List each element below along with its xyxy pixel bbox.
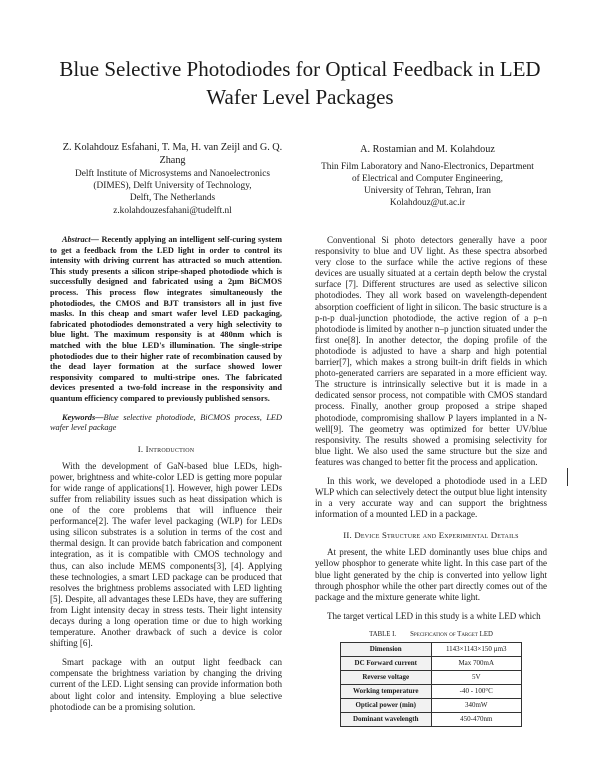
affiliation-line: Thin Film Laboratory and Nano-Electronics, Department — [321, 161, 534, 172]
abstract — [50, 235, 282, 405]
table-caption — [315, 630, 547, 639]
table-key-cell: Optical power (min) — [341, 698, 432, 712]
table-key-cell: Dimension — [341, 642, 432, 656]
keywords — [50, 413, 282, 434]
paper-title: Blue Selective Photodiodes for Optical Feedback in LED Wafer Level Packages — [59, 57, 541, 109]
text-cursor-mark — [567, 468, 568, 486]
spec-table — [340, 642, 522, 727]
table-row — [341, 684, 522, 698]
table-value-cell: 5V — [431, 670, 522, 684]
table-key-cell: Reverse voltage — [341, 670, 432, 684]
table-value-cell: -40 - 100°C — [431, 684, 522, 698]
table-key-cell: DC Forward current — [341, 656, 432, 670]
table-row — [341, 656, 522, 670]
abstract-lead: Abstract— — [62, 235, 99, 244]
author-email-left[interactable]: z.kolahdouzesfahani@tudelft.nl — [113, 205, 232, 216]
affiliation-line: Delft, The Netherlands — [129, 193, 216, 204]
table-number: TABLE I. — [369, 630, 397, 638]
affiliation-left — [50, 142, 295, 217]
left-column — [50, 235, 282, 713]
body-paragraph: At present, the white LED dominantly uses blue chips and yellow phosphor to generate white light. In this case part of the blue light generated by the chip is converted into yellow light through phosphor while the other part directly comes out of the package and the mixture generate white light. — [315, 547, 547, 602]
author-names-left: Z. Kolahdouz Esfahani, T. Ma, H. van Zeijl and G. Q. Zhang — [62, 142, 283, 166]
author-names-right: A. Rostamian and M. Kolahdouz — [360, 144, 495, 155]
table-row — [341, 670, 522, 684]
affiliation-line: (DIMES), Delft University of Technology, — [93, 181, 252, 192]
table-row — [341, 642, 522, 656]
table-value-cell: 1143×1143×150 µm3 — [431, 642, 522, 656]
table-row — [341, 698, 522, 712]
author-block — [50, 142, 550, 222]
table-key-cell: Dominant wavelength — [341, 712, 432, 726]
keywords-text: Blue selective photodiode, BiCMOS process, LED wafer level package — [50, 412, 282, 433]
right-column — [315, 235, 547, 727]
body-paragraph: Conventional Si photo detectors generally have a poor responsivity to blue and UV light. As these spectra absorbed very close to the surface while the active regions of these devices are usually situated at a certain depth below the crystal surface [7]. Different structures are used as selective silicon photodiodes. They all work based on wavelength-dependent absorption coefficient of light in silicon. The basic structure is a p-n-p dual-junction photodiode, the active region of a p–n photodiode is limited by another n–p junction situated under the first one[8]. In another detector, the doping profile of the photodiode is adjusted to have a sharp and high potential barrier[7], which makes a strong built-in drift fields in which photo-generated carriers are separated in a more efficient way. The structure is intrinsically selective but it is made in a dedicated sensor process, not compatible with CMOS standard process. Finally, another group proposed a stripe shaped photodiode, compromising shallow P layers implanted in a N-well[9]. The geometry was optimized for better UV/blue responsivity. The results showed a promising selectivity for blue light. We also used the same structure but the size and features was changed to better fit the process and application. — [315, 235, 547, 467]
section-heading-introduction: I. Introduction — [137, 443, 195, 454]
affiliation-right — [305, 142, 550, 209]
table-value-cell: 450-470nm — [431, 712, 522, 726]
table-value-cell: Max 700mA — [431, 656, 522, 670]
table-row — [341, 712, 522, 726]
body-paragraph: Smart package with an output light feedback can compensate the brightness variation by changing the driving current of the LED. Light sensing can provide information both about light color and intensity. Employing a blue selective photodiode can be a promising solution. — [50, 657, 282, 712]
keywords-lead: Keywords— — [62, 412, 104, 422]
body-paragraph: The target vertical LED in this study is a white LED which — [327, 610, 541, 621]
table-key-cell: Working temperature — [341, 684, 432, 698]
author-email-right[interactable]: Kolahdouz@ut.ac.ir — [389, 198, 466, 209]
affiliation-line: University of Tehran, Tehran, Iran — [364, 185, 491, 196]
affiliation-line: Delft Institute of Microsystems and Nanoelectronics — [75, 169, 270, 179]
body-paragraph: In this work, we developed a photodiode used in a LED WLP which can selectively detect the output blue light intensity in a very accurate way and can support the brightness information of a mounted LED in a package. — [315, 475, 547, 520]
abstract-text: Recently applying an intelligent self-curing system to get a feedback from the LED light in order to control its intensity with driving current has attracted so much attention. This study presents a silicon stripe-shaped photodiode which is successfully designed and fabricated using a 2µm BiCMOS process. This process flow integrates simultaneously the photodiodes, the CMOS and BJT transistors all in just five masks. In this cheap and smart wafer level LED packaging, fabricated photodiodes demonstrated a very high selectivity to blue light. The maximum responsity is at 480nm which is matched with the blue LED's illumination. The single-stripe photodiodes due to their higher rate of recombination caused by the dead layer formation at the surface showed lower responsivity compared to multi-stripe ones. The fabricated devices presented a two-fold increase in the responsivity and quantum efficiency compared to previously published sensors. — [50, 235, 282, 403]
body-paragraph: With the development of GaN-based blue LEDs, high-power, brightness and white-color LED is getting more popular for wide range of applications[1]. However, high power LEDs suffer from reliability issues such as heat dissipation which is one of the core problems that will influence their performance[2]. The wafer level packaging (WLP) for LEDs using silicon substrates is a solution in terms of the cost and thermal design. It can provide batch fabrication and component integration, as it is compatible with CMOS technology and thus, can also include MEMS components[3], [4]. Applying these technologies, a smart LED package can be produced that resolves the brightness problems associated with LED lighting [5]. Despite, all advantages these LEDs have, they are suffering from Light intensity decay in stress tests. Their light intensity decays during a long operation time or due to high working temperature. Another drawback of such a device is color shifting [6]. — [50, 460, 282, 649]
affiliation-line: of Electrical and Computer Engineering, — [351, 173, 504, 184]
table-value-cell: 340mW — [431, 698, 522, 712]
table-title: Specification of Target LED — [410, 630, 493, 638]
section-heading-device-structure: II. Device Structure and Experimental Details — [343, 530, 519, 541]
